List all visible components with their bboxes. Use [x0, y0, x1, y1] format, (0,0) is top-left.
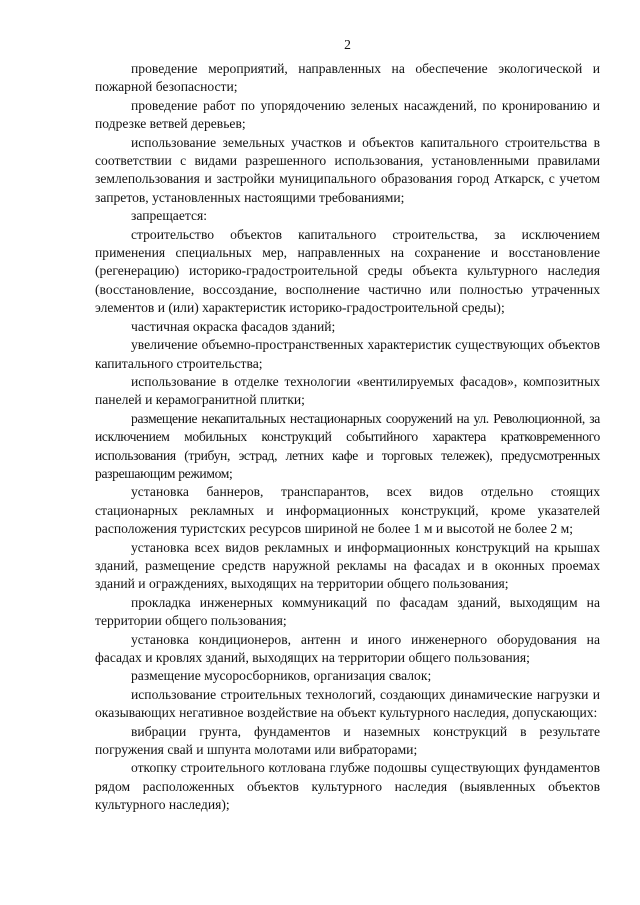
paragraph-green-plantings: проведение работ по упорядочению зеленых насаждений, по кронированию и подрезке ветвей деревьев;	[95, 97, 600, 132]
paragraph-land-use: использование земельных участков и объектов капитального строительства в соответствии с видами разрешенного использования, установленными правилами землепользования и застройки муниципального образования город Аткарск, с учетом запретов, установленных настоящими требованиями;	[95, 134, 600, 205]
paragraph-volume-increase: увеличение объемно-пространственных характеристик существующих объектов капитального строительства;	[95, 337, 600, 371]
paragraph-excavation: откопку строительного котлована глубже подошвы существующих фундаментов рядом расположенных объектов культурного наследия (выявленных объектов культурного наследия);	[95, 760, 600, 813]
paragraph-soil-vibrations: вибрации грунта, фундаментов и наземных конструкций в результате погружения свай и шпунта молотами или вибраторами;	[95, 723, 600, 758]
paragraph-banners: установка баннеров, транспарантов, всех видов отдельно стоящих стационарных рекламных и информационных конструкций, кроме указателей расположения туристских ресурсов шириной не более 1 м и высотой не более 2 м;	[95, 484, 600, 537]
page-number: 2	[344, 37, 351, 52]
paragraph-ecological-safety: проведение мероприятий, направленных на обеспечение экологической и пожарной безопасности;	[95, 61, 600, 95]
paragraph-capital-construction: строительство объектов капитального строительства, за исключением применения специальных мер, направленных на сохранение и восстановление (регенерацию) историко-градостроительной среды объекта культурного наследия (восстановление, воссоздание, восполнение частично или полностью утраченных элементов и (или) характеристик историко-градостроительной среды);	[95, 226, 600, 316]
paragraph-air-conditioners: установка кондиционеров, антенн и иного инженерного оборудования на фасадах и кровлях зданий, выходящих на территории общего пользования;	[95, 631, 600, 665]
paragraph-temporary-structures: размещение некапитальных нестационарных сооружений на ул. Революционной, за исключением мобильных конструкций событийного характера кратковременного использования (трибун, эстрад, летних кафе и торговых тележек), предусмотренных разрешающим режимом;	[95, 410, 600, 481]
paragraph-facade-painting: частичная окраска фасадов зданий;	[131, 318, 336, 334]
paragraph-roof-advertising: установка всех видов рекламных и информационных конструкций на крышах зданий, размещение средств наружной рекламы на фасадах и в оконных проемах зданий и ограждениях, выходящих на территории общего пользования;	[95, 539, 600, 592]
paragraph-waste-bins: размещение мусоросборников, организация свалок;	[131, 668, 432, 684]
paragraph-construction-technologies: использование строительных технологий, создающих динамические нагрузки и оказывающих негативное воздействие на объект культурного наследия, допускающих:	[95, 686, 600, 721]
paragraph-prohibited: запрещается:	[131, 208, 208, 224]
paragraph-utility-lines: прокладка инженерных коммуникаций по фасадам зданий, выходящим на территории общего пользования;	[95, 594, 600, 629]
paragraph-ventilated-facades: использование в отделке технологии «вентилируемых фасадов», композитных панелей и керамогранитной плитки;	[95, 373, 600, 408]
